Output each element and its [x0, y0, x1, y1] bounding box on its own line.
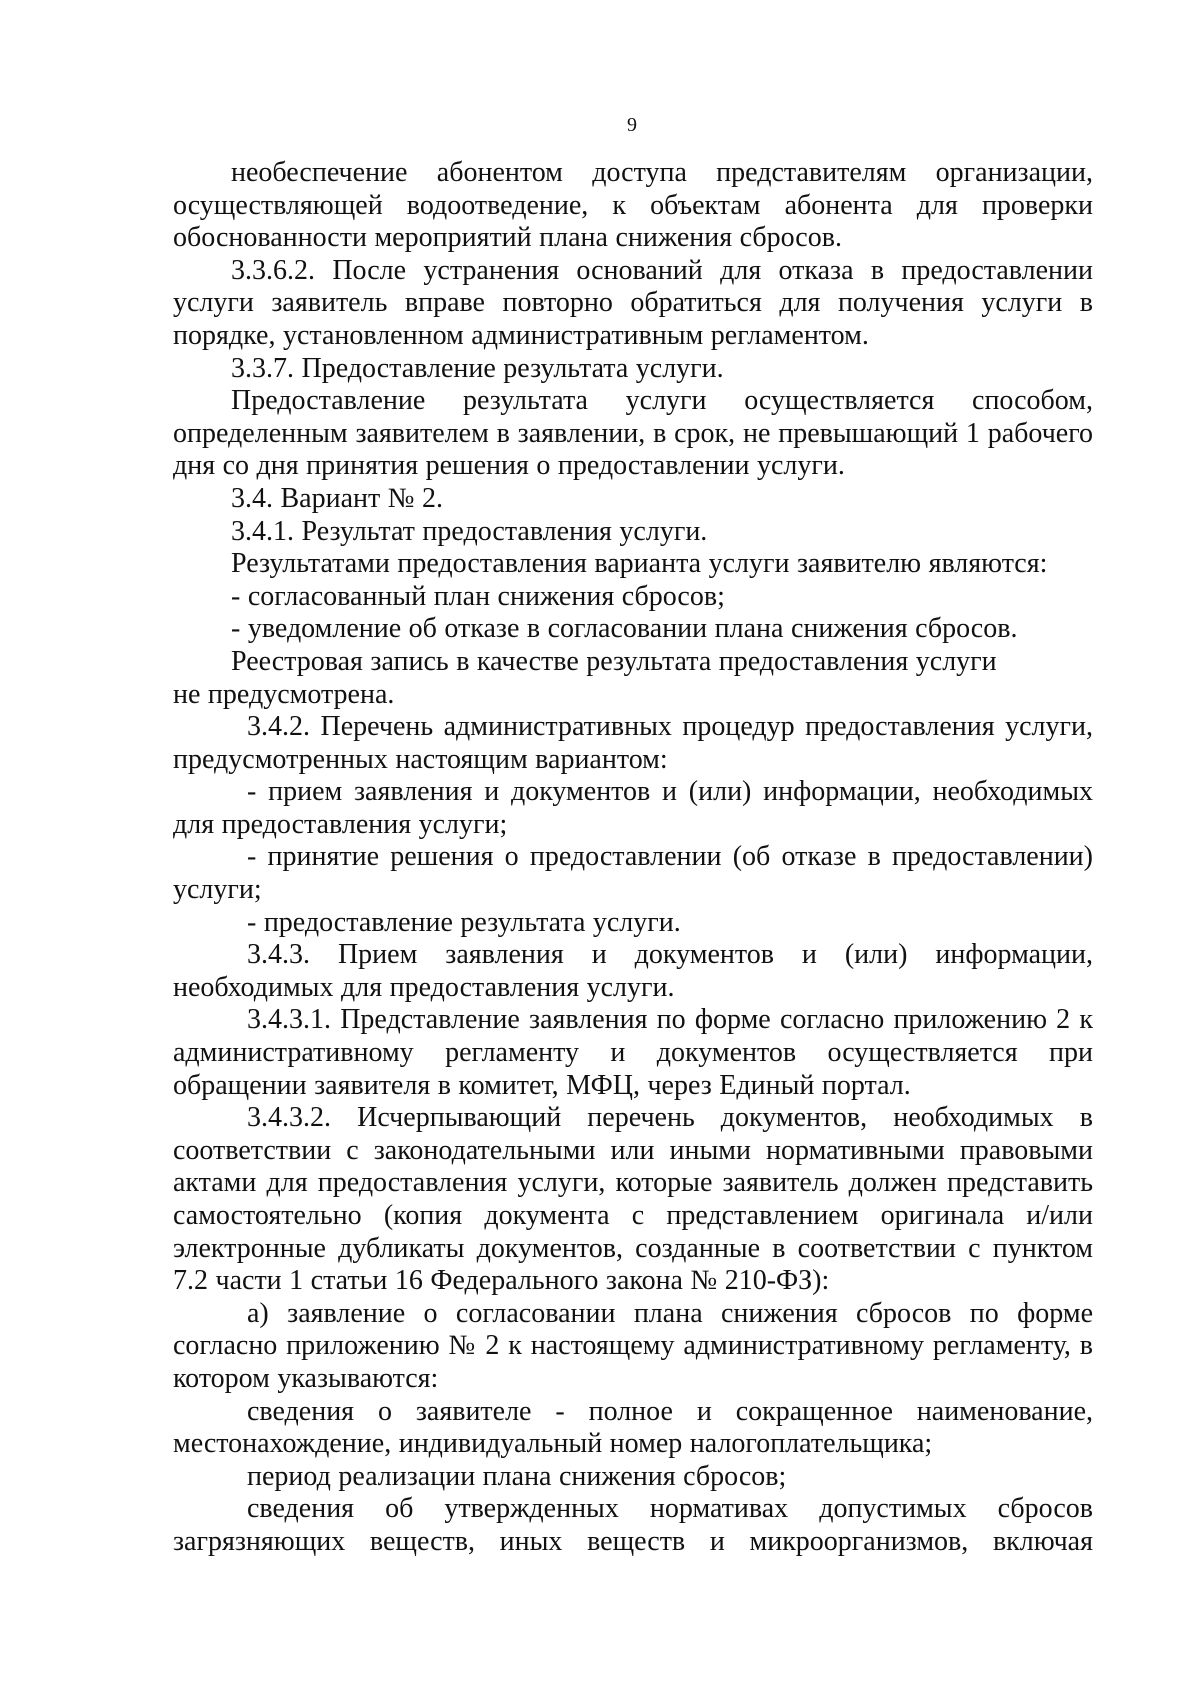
page-number: 9	[627, 114, 637, 136]
paragraph: сведения об утвержденных нормативах допустимых сбросов загрязняющих веществ, иных веществ и микроорганизмов, включая	[173, 1493, 1093, 1557]
list-item: - предоставление результата услуги.	[247, 906, 681, 938]
paragraph: не предусмотрена.	[173, 678, 395, 710]
paragraph: период реализации плана снижения сбросов;	[247, 1460, 787, 1492]
paragraph: Предоставление результата услуги осуществляется способом, определенным заявителем в заявлении, в срок, не превышающий 1 рабочего дня со дня принятия решения о предоставлении услуги.	[173, 385, 1093, 482]
paragraph: Реестровая запись в качестве результата предоставления услуги	[231, 645, 997, 677]
paragraph: Результатами предоставления варианта услуги заявителю являются:	[231, 548, 1048, 580]
paragraph: 3.4.2. Перечень административных процедур предоставления услуги, предусмотренных настоящим вариантом:	[173, 711, 1093, 775]
paragraph: а) заявление о согласовании плана снижения сбросов по форме согласно приложению № 2 к настоящему административному регламенту, в котором указываются:	[173, 1297, 1093, 1394]
paragraph: 3.3.6.2. После устранения оснований для отказа в предоставлении услуги заявитель вправе повторно обратиться для получения услуги в порядке, установленном административным регламентом.	[173, 254, 1093, 351]
list-item: - уведомление об отказе в согласовании плана снижения сбросов.	[231, 613, 1018, 645]
paragraph: 3.3.7. Предоставление результата услуги.	[231, 352, 724, 384]
list-item: - прием заявления и документов и (или) информации, необходимых для предоставления услуги;	[173, 776, 1093, 840]
paragraph: 3.4.3.1. Представление заявления по форме согласно приложению 2 к административному регламенту и документов осуществляется при обращении заявителя в комитет, МФЦ, через Единый портал.	[173, 1004, 1093, 1101]
paragraph: 3.4. Вариант № 2.	[231, 482, 443, 514]
paragraph: необеспечение абонентом доступа представителям организации, осуществляющей водоотведение, к объектам абонента для проверки обоснованности мероприятий плана снижения сбросов.	[173, 157, 1093, 254]
paragraph: сведения о заявителе - полное и сокращенное наименование, местонахождение, индивидуальный номер налогоплательщика;	[173, 1395, 1093, 1460]
document-body	[173, 157, 1093, 1559]
list-item: - принятие решения о предоставлении (об отказе в предоставлении) услуги;	[173, 841, 1093, 906]
paragraph: 3.4.3.2. Исчерпывающий перечень документов, необходимых в соответствии с законодательными или иными нормативными правовыми актами для предоставления услуги, которые заявитель должен представить самостоятельно (копия документа с представлением оригинала и/или электронные дубликаты документов, созданные в соответствии с пунктом 7.2 части 1 статьи 16 Федерального закона № 210-ФЗ):	[173, 1102, 1093, 1297]
paragraph: 3.4.1. Результат предоставления услуги.	[231, 515, 708, 547]
paragraph: 3.4.3. Прием заявления и документов и (или) информации, необходимых для предоставления услуги.	[173, 939, 1093, 1003]
list-item: - согласованный план снижения сбросов;	[231, 580, 725, 612]
